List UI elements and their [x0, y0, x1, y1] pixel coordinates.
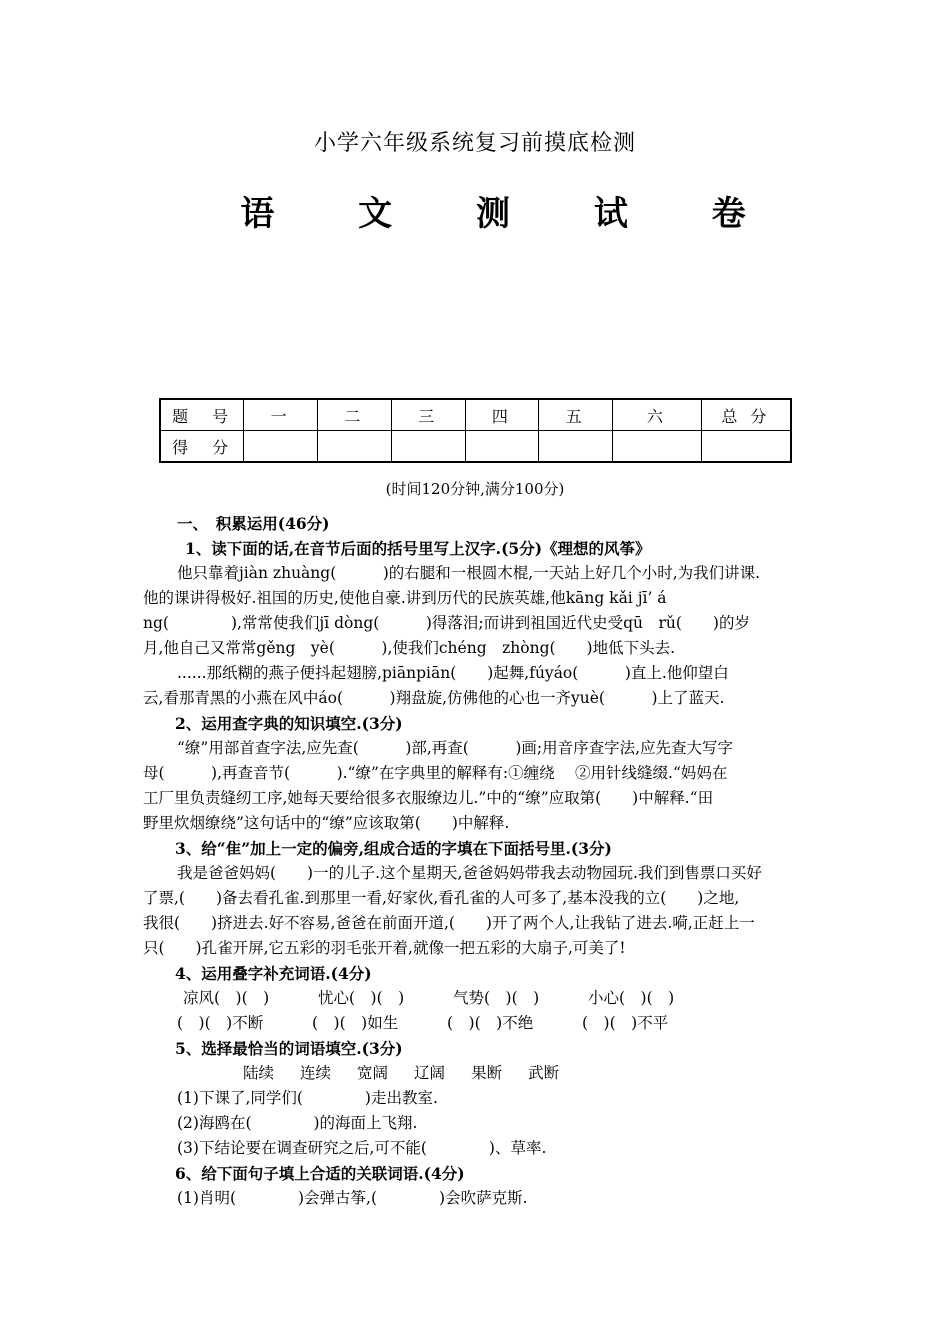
column-header-1: 一 [244, 399, 318, 431]
score-cell-2[interactable] [318, 431, 392, 463]
q1-line: ......那纸糊的燕子便抖起翅膀,piānpiān( )起舞,fúyáo( )直上.他仰望白 [177, 664, 729, 682]
score-cell-4[interactable] [465, 431, 539, 463]
q3-line: 了票,( )备去看孔雀.到那里一看,好家伙,看孔雀的人可多了,基本没我的立( )之地, [143, 889, 740, 907]
q5-word: 果断 [471, 1064, 503, 1082]
q4-item: 气势( )( ) [453, 989, 540, 1007]
q4-item: 小心( )( ) [588, 989, 675, 1007]
q3-line: 我很( )挤进去.好不容易,爸爸在前面开道,( )开了两个人,让我钻了进去.嗬,正赶上一 [143, 914, 755, 932]
q1-line: 月,他自己又常常gěng yè( ),使我们chéng zhòng( )地低下头去. [143, 639, 676, 657]
score-cell-5[interactable] [539, 431, 613, 463]
column-header-4: 四 [465, 399, 539, 431]
question-2-title: 2、运用查字典的知识填空.(3分) [175, 714, 403, 733]
q2-line: 野里炊烟缭绕”这句话中的“缭”应该取第( )中解释. [143, 814, 510, 832]
score-cell-total[interactable] [701, 431, 791, 463]
q2-line: 工厂里负责缝纫工序,她每天要给很多衣服缭边儿.”中的“缭”应取第( )中解释.“田 [143, 789, 714, 807]
q5-item: (2)海鸥在( )的海面上飞翔. [177, 1114, 418, 1132]
q3-line: 只( )孔雀开屏,它五彩的羽毛张开着,就像一把五彩的大扇子,可美了! [143, 939, 626, 957]
question-3-title: 3、给“隹”加上一定的偏旁,组成合适的字填在下面括号里.(3分) [175, 839, 612, 858]
exam-subtitle: 小学六年级系统复习前摸底检测 [313, 131, 636, 156]
exam-content [143, 511, 823, 1211]
question-6-title: 6、给下面句子填上合适的关联词语.(4分) [175, 1164, 465, 1183]
q5-word: 武断 [528, 1064, 560, 1082]
q5-word: 陆续 [243, 1064, 275, 1082]
column-header-6: 六 [613, 399, 702, 431]
q4-row-1 [143, 986, 823, 1011]
q3-line: 我是爸爸妈妈( )一的儿子.这个星期天,爸爸妈妈带我去动物园玩.我们到售票口买好 [177, 864, 762, 882]
score-cell-1[interactable] [244, 431, 318, 463]
score-cell-3[interactable] [391, 431, 465, 463]
column-header-2: 二 [318, 399, 392, 431]
q1-line: 云,看那青黑的小燕在风中áo( )翔盘旋,仿佛他的心也一齐yuè( )上了蓝天. [143, 689, 725, 707]
q4-item: ( )( )如生 [312, 1014, 399, 1032]
q1-line: 他只靠着jiàn zhuàng( )的右腿和一根圆木棍,一天站上好几个小时,为我们讲课. [177, 564, 761, 582]
q1-line: 他的课讲得极好.祖国的历史,使他自豪.讲到历代的民族英雄,他kāng kǎi jī’ á [143, 589, 667, 607]
column-header-total: 总 分 [701, 399, 791, 431]
q5-word: 宽阔 [357, 1064, 389, 1082]
q5-word: 连续 [300, 1064, 332, 1082]
column-header-3: 三 [391, 399, 465, 431]
q4-item: ( )( )不绝 [447, 1014, 534, 1032]
q4-item: 凉风( )( ) [183, 989, 270, 1007]
question-5-title: 5、选择最恰当的词语填空.(3分) [175, 1039, 403, 1058]
row-header-score: 得 分 [160, 431, 244, 463]
q6-item: (1)肖明( )会弹古筝,( )会吹萨克斯. [177, 1189, 528, 1207]
q5-word: 辽阔 [414, 1064, 446, 1082]
q2-line: “缭”用部首查字法,应先查( )部,再查( )画;用音序查字法,应先查大写字 [177, 739, 734, 757]
q1-line: ng( ),常常使我们jī dòng( )得落泪;而讲到祖国近代史受qū rǔ( )的岁 [143, 614, 750, 632]
q4-item: ( )( )不断 [177, 1014, 264, 1032]
score-cell-6[interactable] [613, 431, 702, 463]
column-header-5: 五 [539, 399, 613, 431]
score-table-score-row [160, 431, 791, 463]
score-table [159, 398, 792, 463]
section-title: 一、 积累运用(46分) [177, 514, 330, 533]
question-4-title: 4、运用叠字补充词语.(4分) [175, 964, 372, 983]
q4-row-2 [143, 1011, 823, 1036]
row-header-question-number: 题 号 [160, 399, 244, 431]
question-1-title: 1、读下面的话,在音节后面的括号里写上汉字.(5分)《理想的风筝》 [185, 539, 651, 558]
q2-line: 母( ),再查音节( ).“缭”在字典里的解释有:①缠绕 ②用针线缝缀.“妈妈在 [143, 764, 728, 782]
q4-item: ( )( )不平 [582, 1014, 669, 1032]
q5-item: (3)下结论要在调查研究之后,可不能( )、草率. [177, 1139, 547, 1157]
q4-item: 忧心( )( ) [318, 989, 405, 1007]
exam-title: 语 文 测 试 卷 [240, 194, 782, 234]
time-note: (时间120分钟,满分100分) [385, 480, 565, 498]
score-table-header-row [160, 399, 791, 431]
q5-item: (1)下课了,同学们( )走出教室. [177, 1089, 438, 1107]
q5-word-bank [143, 1061, 823, 1086]
